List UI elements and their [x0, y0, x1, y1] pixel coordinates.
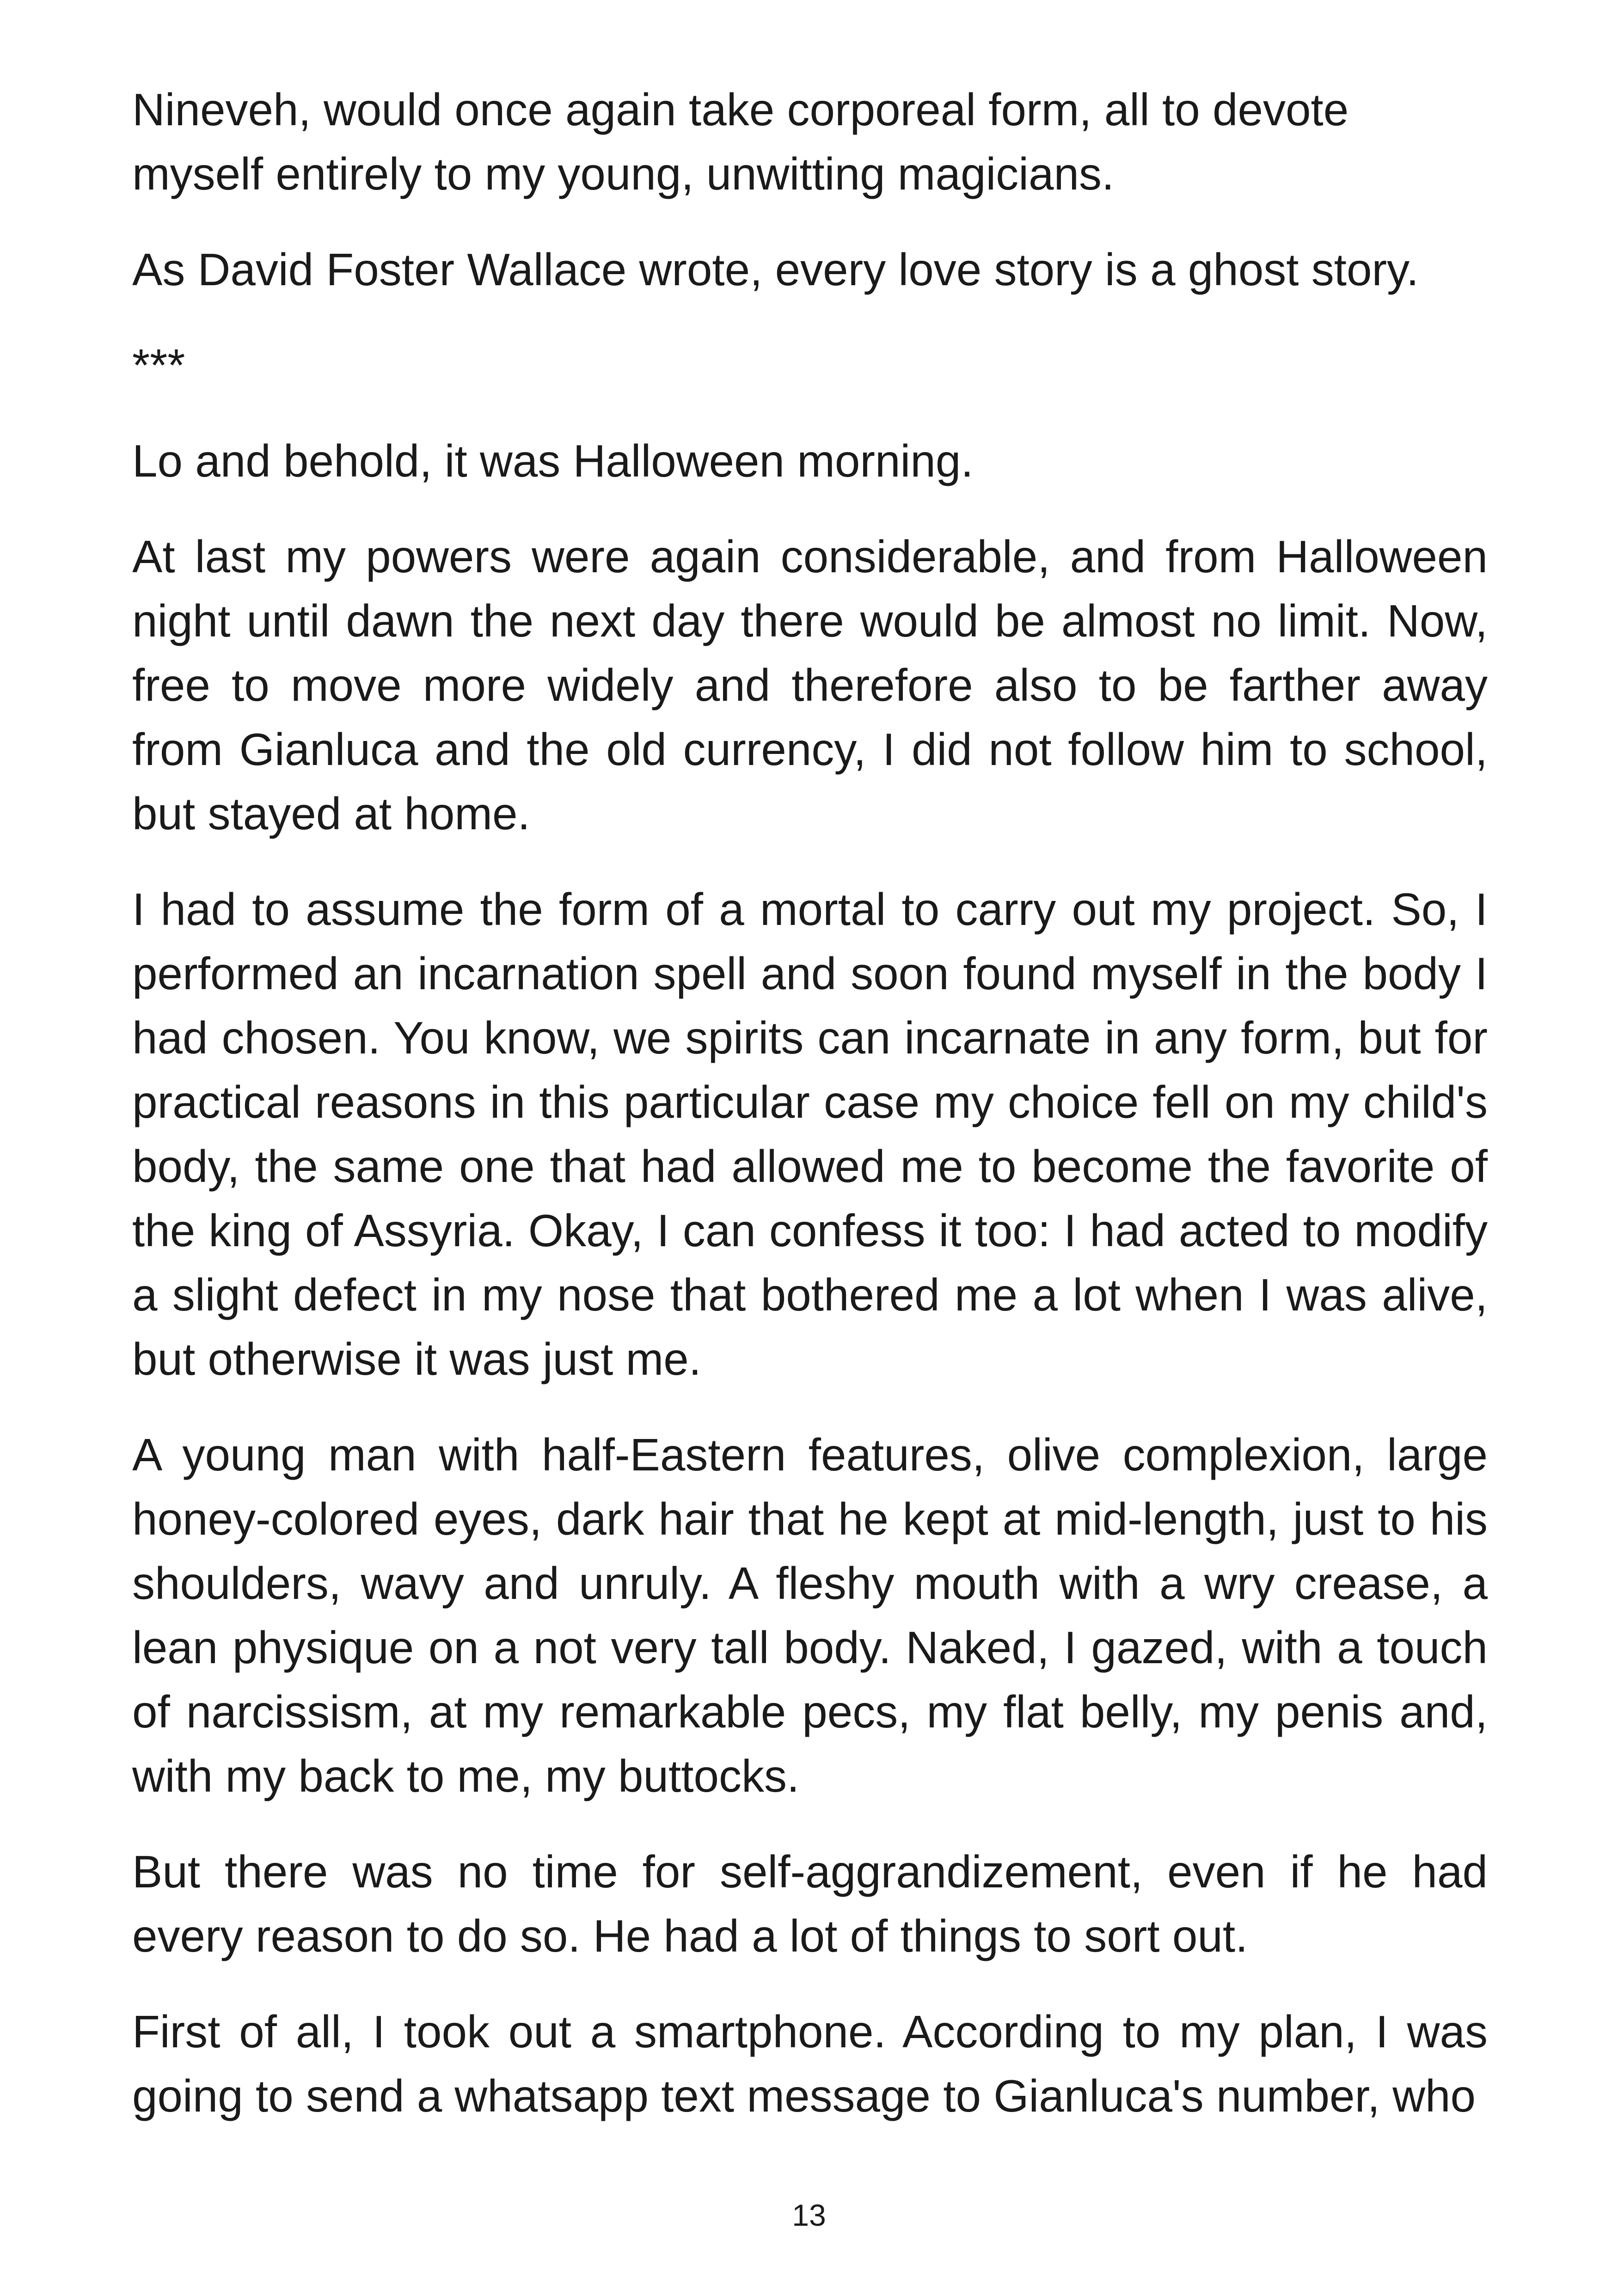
paragraph: At last my powers were again considerable, and from Halloween night until dawn the next day there would be almost no limit. Now, free to move more widely and therefore also to be farther away from Gianluca and the old currency, I did not follow him to school, but stayed at home.: [132, 531, 1488, 839]
paragraph: A young man with half-Eastern features, olive complexion, large honey-colored eyes, dark hair that he kept at mid-length, just to his shoulders, wavy and unruly. A fleshy mouth with a wry crease, a lean physique on a not very tall body. Naked, I gazed, with a touch of narcissism, at my remarkable pecs, my flat belly, my penis and, with my back to me, my buttocks.: [132, 1429, 1488, 1801]
section-break: ***: [132, 340, 185, 391]
paragraph: First of all, I took out a smartphone. According to my plan, I was going to send a whatsapp text message to Gianluca's number, who: [132, 2006, 1488, 2121]
paragraph: Lo and behold, it was Halloween morning.: [132, 435, 974, 486]
page-body: [132, 78, 1488, 2128]
paragraph: But there was no time for self-aggrandizement, even if he had every reason to do so. He had a lot of things to sort out.: [132, 1846, 1488, 1961]
paragraph: Nineveh, would once again take corporeal form, all to devote myself entirely to my young, unwitting magicians.: [132, 84, 1349, 199]
paragraph: As David Foster Wallace wrote, every love story is a ghost story.: [132, 244, 1419, 295]
paragraph: I had to assume the form of a mortal to carry out my project. So, I performed an incarnation spell and soon found myself in the body I had chosen. You know, we spirits can incarnate in any form, but for practical reasons in this particular case my choice fell on my child's body, the same one that had allowed me to become the favorite of the king of Assyria. Okay, I can confess it too: I had acted to modify a slight defect in my nose that bothered me a lot when I was alive, but otherwise it was just me.: [132, 884, 1488, 1384]
page-number: 13: [792, 2198, 826, 2232]
